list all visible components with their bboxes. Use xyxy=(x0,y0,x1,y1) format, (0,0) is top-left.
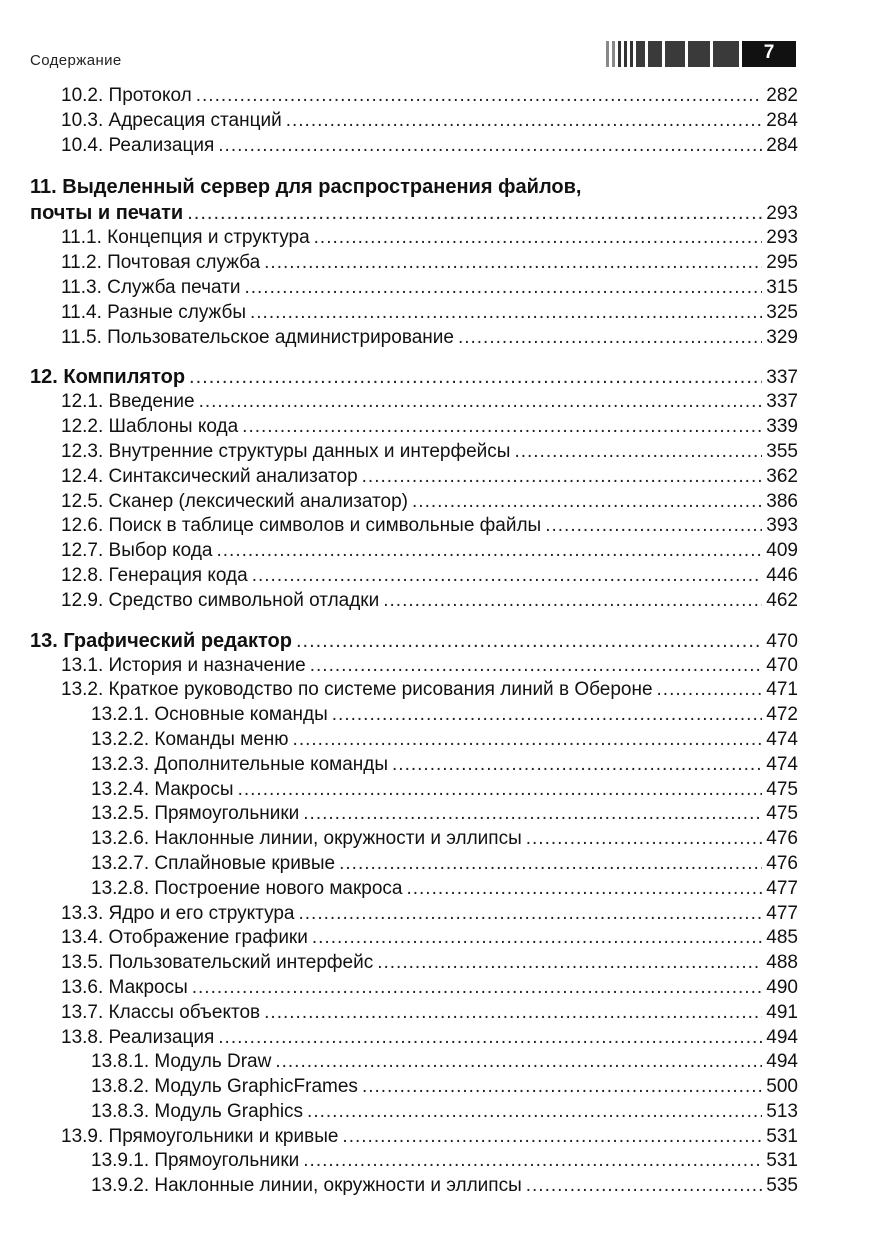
toc-entry-title: 11.2. Почтовая служба xyxy=(61,252,261,274)
toc-entry-title: 13.2.6. Наклонные линии, окружности и эллипсы xyxy=(91,828,522,850)
toc-entry-page: 513 xyxy=(766,1100,798,1122)
chapter-12 xyxy=(30,364,798,613)
toc-entry-page: 477 xyxy=(766,877,798,899)
toc-entry[interactable] xyxy=(30,852,798,877)
toc-entry-page: 490 xyxy=(766,976,798,998)
toc-entry-title: 13.6. Макросы xyxy=(61,976,188,998)
toc-entry[interactable] xyxy=(30,490,798,515)
toc-entry-title: 10.3. Адресация станций xyxy=(61,109,282,131)
leader-dots xyxy=(303,1149,762,1174)
toc-entry-title: 13.8.1. Модуль Draw xyxy=(91,1051,272,1073)
toc-entry-page: 531 xyxy=(766,1125,798,1147)
toc-entry[interactable] xyxy=(30,109,798,134)
toc-entry-title: 13.3. Ядро и его структура xyxy=(61,902,295,924)
toc-entry[interactable] xyxy=(30,539,798,564)
toc-entry[interactable] xyxy=(30,877,798,902)
toc-entry-page: 476 xyxy=(766,852,798,874)
toc-entry-title: 13.9.1. Прямоугольники xyxy=(91,1150,300,1172)
toc-entry-page: 475 xyxy=(766,803,798,825)
toc-entry-page: 491 xyxy=(766,1001,798,1023)
header-block xyxy=(665,41,685,67)
toc-entry-page: 284 xyxy=(766,134,798,156)
toc-entry-page: 471 xyxy=(766,679,798,701)
leader-dots xyxy=(299,902,763,927)
toc-entry-page: 472 xyxy=(766,704,798,726)
toc-entry-title: 12.1. Введение xyxy=(61,391,195,413)
leader-dots xyxy=(189,364,762,390)
toc-entry-page: 315 xyxy=(766,276,798,298)
leader-dots xyxy=(526,827,763,852)
leader-dots xyxy=(196,84,763,109)
toc-entry-page: 386 xyxy=(766,490,798,512)
toc-entry-page: 500 xyxy=(766,1076,798,1098)
toc-entry-page: 535 xyxy=(766,1175,798,1197)
toc-entry-title: 12.3. Внутренние структуры данных и интерфейсы xyxy=(61,440,511,462)
toc-entry[interactable] xyxy=(30,778,798,803)
chapter-title: 12. Компилятор xyxy=(30,366,186,389)
chapter-page: 337 xyxy=(766,367,798,389)
toc-entry[interactable] xyxy=(30,827,798,852)
leader-dots xyxy=(250,301,762,326)
leader-dots xyxy=(264,1001,762,1026)
toc-entry-title: 13.9. Прямоугольники и кривые xyxy=(61,1125,339,1147)
leader-dots xyxy=(238,778,763,803)
leader-dots xyxy=(362,465,763,490)
leader-dots xyxy=(293,728,763,753)
leader-dots xyxy=(252,564,763,589)
toc-entry-page: 462 xyxy=(766,589,798,611)
toc-entry-page: 477 xyxy=(766,902,798,924)
toc-entry[interactable] xyxy=(30,1075,798,1100)
toc-entry-page: 494 xyxy=(766,1026,798,1048)
toc-entry[interactable] xyxy=(30,415,798,440)
chapter-11-entries xyxy=(30,226,798,350)
toc-entry-title: 10.2. Протокол xyxy=(61,85,192,106)
toc-entry-page: 474 xyxy=(766,728,798,750)
leader-dots xyxy=(383,589,762,614)
toc-entry-title: 13.2.2. Команды меню xyxy=(91,728,289,750)
toc-entry-title: 11.3. Служба печати xyxy=(61,276,241,298)
toc-entry-page: 470 xyxy=(766,654,798,676)
toc-entry-page: 362 xyxy=(766,465,798,487)
toc-entry[interactable] xyxy=(30,251,798,276)
toc-entry[interactable] xyxy=(30,440,798,465)
leader-dots xyxy=(377,951,762,976)
toc-entry[interactable] xyxy=(30,226,798,251)
toc-entry-title: 12.9. Средство символьной отладки xyxy=(61,589,380,611)
toc-entry[interactable] xyxy=(30,1174,798,1199)
toc-entry-page: 355 xyxy=(766,440,798,462)
toc-entry[interactable] xyxy=(30,951,798,976)
toc-entry-page: 474 xyxy=(766,753,798,775)
leader-dots xyxy=(657,678,763,703)
leader-dots xyxy=(362,1075,762,1100)
toc-entry[interactable] xyxy=(30,753,798,778)
leader-dots xyxy=(307,1100,762,1125)
toc-entry-page: 293 xyxy=(766,227,798,249)
toc-entry[interactable] xyxy=(30,1100,798,1125)
toc-entry[interactable] xyxy=(30,390,798,415)
leader-dots xyxy=(458,326,762,351)
leader-dots xyxy=(264,251,762,276)
leader-dots xyxy=(545,514,762,539)
chapter-12-entries xyxy=(30,390,798,613)
toc-entry-title: 13.8.3. Модуль Graphics xyxy=(91,1100,304,1122)
leader-dots xyxy=(217,539,763,564)
header-stripe xyxy=(606,41,609,67)
toc-entry-page: 284 xyxy=(766,109,798,131)
chapter-page: 470 xyxy=(766,630,798,652)
toc-entry-title: 13.5. Пользовательский интерфейс xyxy=(61,952,374,974)
toc-entry-title: 11.5. Пользовательское администрирование xyxy=(61,326,454,348)
page-number-tab xyxy=(606,41,796,67)
toc-entry-page: 329 xyxy=(766,326,798,348)
leader-dots xyxy=(242,415,762,440)
chapter-13-entries xyxy=(30,654,798,1200)
toc-entry-title: 13.2.4. Макросы xyxy=(91,778,234,800)
toc-entry[interactable] xyxy=(30,1026,798,1051)
header-stripe xyxy=(612,41,615,67)
toc-entry-title: 13.8. Реализация xyxy=(61,1026,215,1048)
chapter-title-line: почты и печати xyxy=(30,202,184,225)
chapter-13 xyxy=(30,628,798,1200)
toc-entry[interactable] xyxy=(30,84,798,109)
leader-dots xyxy=(314,226,763,251)
leader-dots xyxy=(312,926,762,951)
toc-entry[interactable] xyxy=(30,465,798,490)
toc-entry[interactable] xyxy=(30,926,798,951)
toc-entry[interactable] xyxy=(30,802,798,827)
toc-entry[interactable] xyxy=(30,728,798,753)
toc-entry-page: 409 xyxy=(766,540,798,562)
leader-dots xyxy=(199,390,763,415)
toc-entry[interactable] xyxy=(30,902,798,927)
leader-dots xyxy=(286,109,763,134)
toc-entry[interactable] xyxy=(30,1149,798,1174)
page-number: 7 xyxy=(742,41,796,67)
toc-entry-title: 13.8.2. Модуль GraphicFrames xyxy=(91,1076,358,1098)
chapter-title-line: 11. Выделенный сервер для распространения файлов, xyxy=(30,176,582,199)
chapter-heading[interactable] xyxy=(30,174,798,226)
chapter-title: 13. Графический редактор xyxy=(30,629,292,652)
toc-entry[interactable] xyxy=(30,514,798,539)
table-of-contents xyxy=(30,84,798,1199)
toc-entry-title: 12.7. Выбор кода xyxy=(61,540,213,562)
toc-entry-title: 13.2.8. Построение нового макроса xyxy=(91,877,403,899)
leader-dots xyxy=(303,802,762,827)
leader-dots xyxy=(514,440,762,465)
toc-entry[interactable] xyxy=(30,654,798,679)
leader-dots xyxy=(296,628,762,654)
running-header-title: Содержание xyxy=(30,52,122,69)
chapter-heading[interactable] xyxy=(30,364,798,390)
toc-entry-title: 13.2.7. Сплайновые кривые xyxy=(91,852,336,874)
chapter-10-entries xyxy=(30,84,798,158)
leader-dots xyxy=(412,490,762,515)
toc-entry-page: 325 xyxy=(766,301,798,323)
leader-dots xyxy=(392,753,762,778)
leader-dots xyxy=(218,134,762,159)
toc-entry-title: 12.4. Синтаксический анализатор xyxy=(61,465,358,487)
toc-entry-page: 494 xyxy=(766,1051,798,1073)
toc-entry[interactable] xyxy=(30,678,798,703)
toc-entry-title: 13.9.2. Наклонные линии, окружности и эллипсы xyxy=(91,1175,522,1197)
toc-entry-page: 339 xyxy=(766,416,798,438)
leader-dots xyxy=(342,1125,762,1150)
toc-entry-title: 13.2. Краткое руководство по системе рисования линий в Обероне xyxy=(61,679,653,701)
toc-entry-page: 337 xyxy=(766,391,798,413)
toc-entry-page: 476 xyxy=(766,828,798,850)
toc-entry-title: 13.4. Отображение графики xyxy=(61,927,308,949)
toc-entry-title: 10.4. Реализация xyxy=(61,134,215,156)
toc-entry-title: 11.1. Концепция и структура xyxy=(61,227,310,249)
leader-dots xyxy=(526,1174,763,1199)
header-stripe xyxy=(624,41,627,67)
toc-entry[interactable] xyxy=(30,1125,798,1150)
toc-entry-page: 446 xyxy=(766,564,798,586)
chapter-heading[interactable] xyxy=(30,628,798,654)
leader-dots xyxy=(406,877,762,902)
leader-dots xyxy=(310,654,763,679)
toc-entry[interactable] xyxy=(30,976,798,1001)
header-block xyxy=(688,41,710,67)
header-stripe xyxy=(618,41,621,67)
toc-entry-title: 12.6. Поиск в таблице символов и символьные файлы xyxy=(61,515,542,537)
toc-entry[interactable] xyxy=(30,326,798,351)
toc-entry-title: 12.2. Шаблоны кода xyxy=(61,416,239,438)
leader-dots xyxy=(218,1026,762,1051)
header-block xyxy=(713,41,739,67)
toc-entry-title: 13.2.3. Дополнительные команды xyxy=(91,753,389,775)
chapter-11 xyxy=(30,174,798,350)
leader-dots xyxy=(332,703,763,728)
leader-dots xyxy=(244,276,762,301)
toc-entry[interactable] xyxy=(30,1050,798,1075)
toc-entry[interactable] xyxy=(30,301,798,326)
leader-dots xyxy=(187,200,762,226)
toc-entry-page: 531 xyxy=(766,1150,798,1172)
leader-dots xyxy=(192,976,763,1001)
toc-entry[interactable] xyxy=(30,134,798,159)
toc-entry-page: 282 xyxy=(766,85,798,106)
toc-entry-page: 475 xyxy=(766,778,798,800)
toc-entry-page: 488 xyxy=(766,952,798,974)
toc-entry-page: 393 xyxy=(766,515,798,537)
toc-entry-title: 12.8. Генерация кода xyxy=(61,564,248,586)
header-block xyxy=(636,41,645,67)
toc-entry-title: 13.2.5. Прямоугольники xyxy=(91,803,300,825)
chapter-page: 293 xyxy=(766,203,798,225)
toc-entry[interactable] xyxy=(30,564,798,589)
toc-entry-title: 13.7. Классы объектов xyxy=(61,1001,261,1023)
toc-entry-page: 295 xyxy=(766,252,798,274)
toc-entry[interactable] xyxy=(30,703,798,728)
toc-entry-title: 12.5. Сканер (лексический анализатор) xyxy=(61,490,409,512)
toc-entry[interactable] xyxy=(30,276,798,301)
toc-entry[interactable] xyxy=(30,589,798,614)
chapter-title-row xyxy=(30,200,798,226)
header-block xyxy=(648,41,662,67)
toc-entry-title: 11.4. Разные службы xyxy=(61,301,246,323)
toc-entry-page: 485 xyxy=(766,927,798,949)
leader-dots xyxy=(339,852,762,877)
header-stripe xyxy=(630,41,633,67)
toc-entry[interactable] xyxy=(30,1001,798,1026)
toc-entry-title: 13.2.1. Основные команды xyxy=(91,704,328,726)
toc-entry-title: 13.1. История и назначение xyxy=(61,654,306,676)
leader-dots xyxy=(275,1050,762,1075)
